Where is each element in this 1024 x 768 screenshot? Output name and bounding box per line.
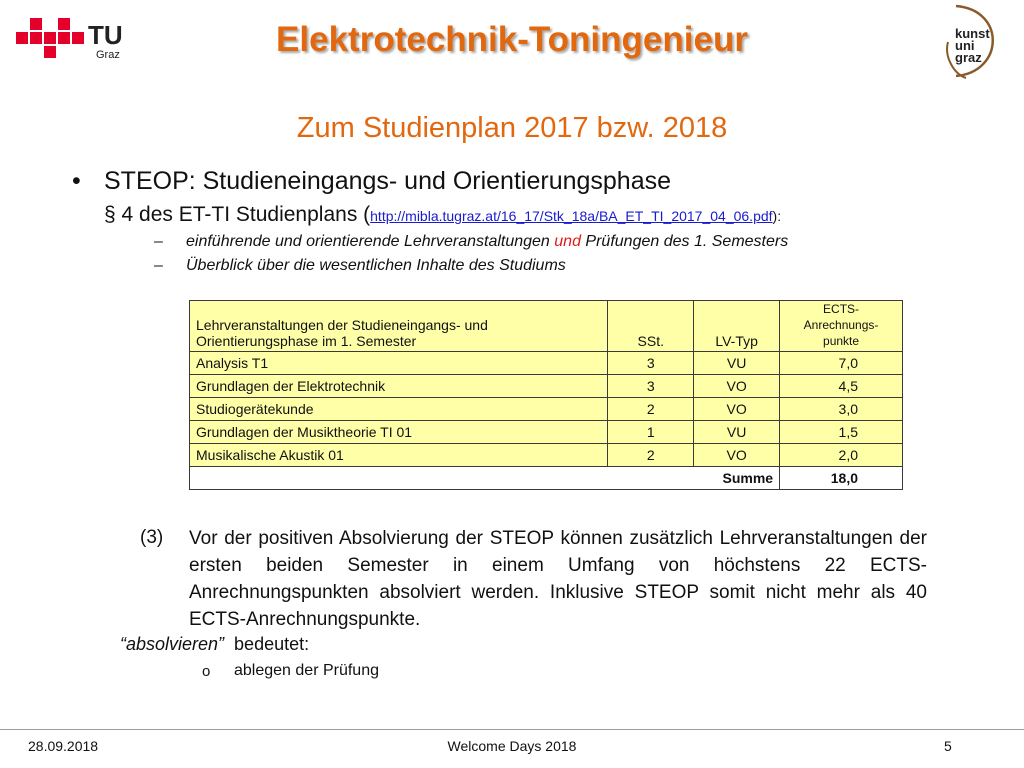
sub-item-1-text-b: Prüfungen des 1. Semesters	[580, 233, 789, 250]
header-ects-line: Anrechnungs-	[803, 318, 879, 332]
course-type: VO	[694, 444, 780, 467]
course-name: Grundlagen der Musiktheorie TI 01	[190, 421, 608, 444]
tu-logo-subtext: Graz	[96, 49, 120, 61]
absolvieren-rest: bedeutet:	[224, 634, 310, 654]
table-row	[190, 398, 903, 421]
slide-subtitle: Zum Studienplan 2017 bzw. 2018	[296, 112, 728, 144]
course-ects: 3,0	[780, 398, 903, 421]
dash-marker: –	[154, 233, 163, 250]
course-ects: 1,5	[780, 421, 903, 444]
sum-label: Summe	[190, 467, 780, 490]
course-sst: 2	[608, 398, 694, 421]
footer-page-number: 5	[944, 738, 952, 754]
header-ects-line: punkte	[823, 334, 860, 348]
header-ects-line: ECTS-	[823, 302, 860, 316]
table-row	[190, 421, 903, 444]
table-row	[190, 444, 903, 467]
sub-item-1-text-a: einführende und orientierende Lehrveranstaltungen	[186, 233, 555, 250]
sub-item-1	[186, 233, 788, 251]
studienplan-link[interactable]: http://mibla.tugraz.at/16_17/Stk_18a/BA_ET_TI_2017_04_06.pdf	[370, 208, 773, 224]
circle-bullet-marker: o	[202, 663, 211, 680]
bullet-subline	[104, 203, 781, 227]
course-ects: 2,0	[780, 444, 903, 467]
paragraph-text: Vor der positiven Absolvierung der STEOP können zusätzlich Lehrveranstaltungen der ersten beiden Semester in einem Umfang von höchstens 22 ECTS-Anrechnungspunkten absolviert werden. Inklusive STEOP somit nicht mehr als 40 ECTS-Anrechnungspunkte.	[189, 528, 927, 630]
course-name: Studiogerätekunde	[190, 398, 608, 421]
header-course-line2: Orientierungsphase im 1. Semester	[196, 333, 417, 349]
course-sst: 3	[608, 375, 694, 398]
paragraph-number: (3)	[140, 527, 164, 548]
bullet-heading: STEOP: Studieneingangs- und Orientierungsphase	[104, 167, 672, 195]
absolvieren-item: ablegen der Prüfung	[234, 662, 379, 679]
table-header-row	[190, 301, 903, 352]
table-sum-row	[190, 467, 903, 490]
kunst-logo-line: graz	[955, 50, 982, 65]
header-course	[190, 301, 608, 352]
course-name: Grundlagen der Elektrotechnik	[190, 375, 608, 398]
course-sst: 2	[608, 444, 694, 467]
sub-item-2: Überblick über die wesentlichen Inhalte des Studiums	[186, 257, 566, 274]
sub-item-1-red-word: und	[554, 233, 581, 250]
course-type: VO	[694, 375, 780, 398]
absolvieren-term: “absolvieren”	[120, 634, 225, 654]
course-type: VU	[694, 421, 780, 444]
steop-course-table	[189, 300, 903, 490]
bullet-subline-text: § 4 des ET-TI Studienplans (	[104, 203, 371, 226]
kunst-logo-line: kunst	[955, 26, 990, 41]
sum-value: 18,0	[780, 467, 903, 490]
course-type: VU	[694, 352, 780, 375]
bullet-subline-suffix: ):	[772, 208, 782, 224]
course-name: Musikalische Akustik 01	[190, 444, 608, 467]
header-lv-type: LV-Typ	[694, 301, 780, 352]
header-ects	[780, 301, 903, 352]
course-ects: 7,0	[780, 352, 903, 375]
kunst-logo-line: uni	[955, 38, 975, 53]
footer-event: Welcome Days 2018	[447, 738, 577, 754]
kunst-logo-text	[955, 28, 990, 64]
course-name: Analysis T1	[190, 352, 608, 375]
course-ects: 4,5	[780, 375, 903, 398]
slide-title: Elektrotechnik-Toningenieur	[276, 20, 748, 59]
table-row	[190, 375, 903, 398]
bullet-marker: •	[72, 167, 81, 195]
course-sst: 3	[608, 352, 694, 375]
dash-marker: –	[154, 257, 163, 274]
course-type: VO	[694, 398, 780, 421]
absolvieren-note	[120, 634, 309, 655]
header-course-line1: Lehrveranstaltungen der Studieneingangs- und	[196, 317, 488, 333]
footer-date: 28.09.2018	[28, 738, 99, 754]
table-row	[190, 352, 903, 375]
tu-logo-text: TU	[88, 20, 123, 50]
footer-divider	[0, 729, 1024, 730]
course-sst: 1	[608, 421, 694, 444]
header-sst: SSt.	[608, 301, 694, 352]
